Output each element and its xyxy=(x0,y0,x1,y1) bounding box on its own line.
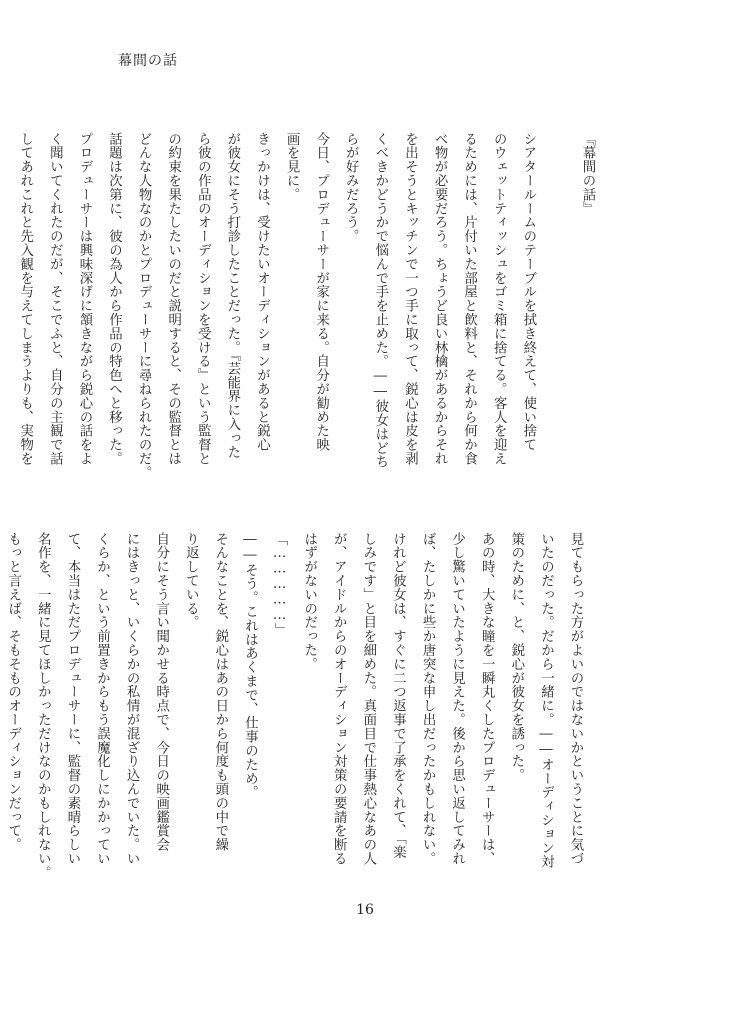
text-column: の約束を果たしたいのだと説明すると、その監督とは xyxy=(165,132,181,466)
text-column: が、アイドルからのオーディション対策の要請を断る xyxy=(331,532,347,866)
text-column: あの時、大きな瞳を一瞬丸くしたプロデューサーは、 xyxy=(479,532,495,866)
text-column: べ物が必要だろう。ちょうど良い林檎があるからそれ xyxy=(432,132,448,466)
text-column: 少し驚いていたように見えた。後から思い返してみれ xyxy=(449,532,465,866)
text-column: 策のために、と、鋭心が彼女を誘った。 xyxy=(508,532,524,783)
text-column: く聞いてくれたのだが、そこでふと、自分の主観で話 xyxy=(47,132,63,466)
text-column: ら彼の作品のオーディションを受ける』という監督と xyxy=(195,132,211,466)
text-column: プロデューサーは興味深げに頷きながら鋭心の話をよ xyxy=(76,132,92,466)
page-number: 16 xyxy=(356,902,374,918)
text-column: らが好みだろう。 xyxy=(343,132,359,244)
text-column: はずがないのだった。 xyxy=(301,532,317,671)
text-column: ――そう。これはあくまで、仕事のため。 xyxy=(242,532,258,800)
text-column: きっかけは、受けたいオーディションがあると鋭心 xyxy=(254,132,270,452)
text-column: くべきかどうかで悩んで手を止めた。――彼女はどち xyxy=(372,132,388,469)
text-column: が彼女にそう打診したことだった。『芸能界に入った xyxy=(224,132,240,459)
text-column: にはきっと、いくらかの私情が混ざり込んでいた。い xyxy=(124,532,140,866)
text-column: けれど彼女は、すぐに二つ返事で了承をくれて、「楽 xyxy=(390,532,406,859)
text-column: 見てもらった方がよいのではないかということに気づ xyxy=(568,532,583,866)
text-column: のウェットティッシュをゴミ箱に捨てる。客人を迎え xyxy=(491,132,507,466)
text-column: 自分にそう言い聞かせる時点で、今日の映画鑑賞会 xyxy=(153,532,169,852)
text-column: 話題は次第に、彼の為人から作品の特色へと移った。 xyxy=(106,132,122,466)
text-column: るためには、片付いた部屋と飲料と、それから何か食 xyxy=(461,132,477,466)
text-column: してあれこれと先入観を与えてしまうよりも、実物を xyxy=(17,132,33,466)
text-column: を出そうとキッチンで一つ手に取って、鋭心は皮を剥 xyxy=(402,132,418,466)
text-column: もっと言えば、そもそものオーディションだって。 xyxy=(5,532,21,852)
text-column: 今日、プロデューサーが家に来る。自分が勧めた映 xyxy=(313,132,329,452)
text-column: そんなことを、鋭心はあの日から何度も頭の中で繰 xyxy=(212,532,228,852)
text-column: どんな人物なのかとプロデューサーに尋ねられたのだ。 xyxy=(136,132,152,480)
text-column: くらか、という前置きからもう誤魔化しにかかってい xyxy=(94,532,110,866)
top-text-block xyxy=(17,132,602,502)
text-column: 名作を、一緒に見てほしかっただけなのかもしれない。 xyxy=(35,532,51,880)
text-column xyxy=(543,132,573,502)
text-column: しみです」と目を細めた。真面目で仕事熱心なあの人 xyxy=(360,532,376,866)
text-column: て、本当はただプロデューサーに、監督の素晴らしい xyxy=(64,532,80,866)
running-head: 幕間の話 xyxy=(118,53,178,69)
text-column: ば、たしかに些か唐突な申し出だったかもしれない。 xyxy=(420,532,436,866)
text-column: り返している。 xyxy=(183,532,199,630)
text-column: いたのだった。だから一緒に。――オーディション対 xyxy=(538,532,554,869)
text-column: シアタールームのテーブルを拭き終えて、使い捨て xyxy=(520,132,536,452)
text-column: 『幕間の話』 xyxy=(580,132,595,216)
text-column: 画を見に。 xyxy=(284,132,300,202)
bottom-text-block xyxy=(5,532,590,890)
text-column: 「……………」 xyxy=(272,532,288,638)
